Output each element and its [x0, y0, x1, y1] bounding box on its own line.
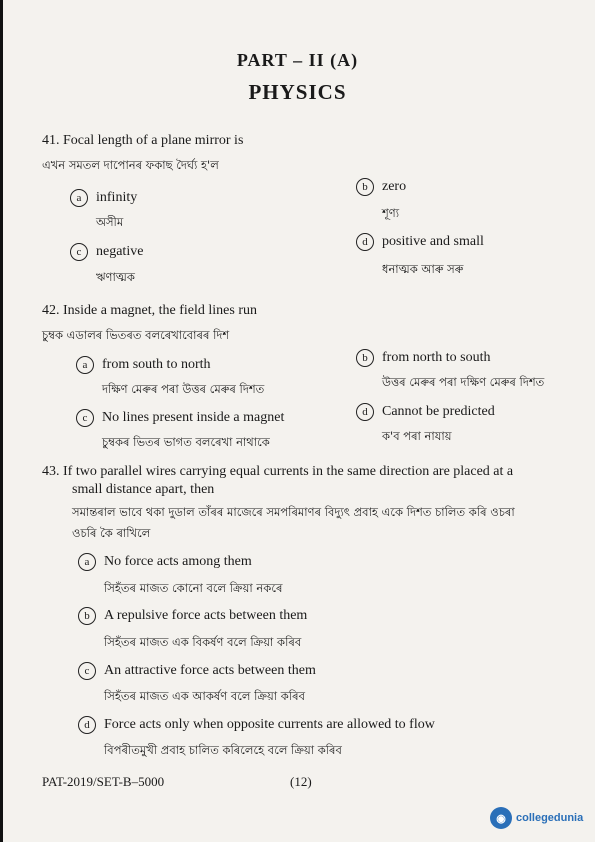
option-text: An attractive force acts between them — [104, 663, 316, 678]
question-42-text: 42. Inside a magnet, the field lines run — [42, 303, 257, 318]
option-text: Force acts only when opposite currents are allowed to flow — [104, 717, 435, 732]
q41-option-a-bn: অসীম — [96, 215, 124, 229]
scan-edge — [0, 0, 3, 842]
option-letter-circle: d — [356, 403, 374, 421]
q42-option-d — [356, 403, 495, 421]
q43-option-a-bn: সিহঁতৰ মাজত কোনো বলে ক্ৰিয়া নকৰে — [104, 581, 283, 595]
option-letter-circle: c — [76, 409, 94, 427]
paper-code: PAT-2019/SET-B–5000 — [42, 774, 165, 789]
option-text: No lines present inside a magnet — [102, 410, 285, 425]
option-text: infinity — [96, 190, 138, 205]
option-text: positive and small — [382, 234, 484, 249]
option-text: zero — [382, 179, 407, 194]
question-42-text-bn: চুম্বক এডালৰ ভিতৰত বলৰেখাবোৰৰ দিশ — [42, 328, 230, 342]
q42-option-c-bn: চুম্বকৰ ভিতৰ ভাগত বলৰেখা নাথাকে — [102, 435, 270, 449]
option-text: negative — [96, 244, 144, 259]
q43-option-d-bn: বিপৰীতমুখী প্ৰবাহ চালিত কৰিলেহে বলে ক্ৰিয়া কৰিব — [104, 743, 342, 757]
q42-option-c — [76, 409, 284, 427]
q41-option-d-bn: ধনাত্মক আৰু সৰু — [382, 262, 464, 276]
subject-heading: PHYSICS — [248, 80, 347, 104]
option-text: from north to south — [382, 350, 491, 365]
option-text: Cannot be predicted — [382, 404, 495, 419]
part-heading: PART – II (A) — [236, 50, 359, 70]
question-43-text-line1: 43. If two parallel wires carrying equal currents in the same direction are placed at a — [42, 464, 514, 479]
question-41-text: 41. Focal length of a plane mirror is — [42, 133, 244, 148]
option-letter-circle: c — [70, 243, 88, 261]
q41-option-c — [70, 243, 143, 261]
q43-option-a — [78, 553, 252, 571]
q41-option-b — [356, 178, 406, 196]
question-43-text-line2: small distance apart, then — [72, 482, 215, 497]
logo-text: collegedunia — [516, 812, 584, 824]
page-number: (12) — [290, 774, 312, 789]
option-text: No force acts among them — [104, 554, 252, 569]
option-letter-circle: a — [78, 553, 96, 571]
q42-option-b-bn: উত্তৰ মেৰুৰ পৰা দক্ষিণ মেৰুৰ দিশত — [382, 375, 545, 389]
q42-option-d-bn: ক'ব পৰা নাযায় — [382, 429, 452, 443]
option-letter-circle: d — [356, 233, 374, 251]
logo-icon: ◉ — [490, 807, 512, 829]
q41-option-b-bn: শূণ্য — [382, 206, 400, 220]
option-letter-circle: b — [78, 607, 96, 625]
q43-option-b — [78, 607, 307, 625]
option-text: A repulsive force acts between them — [104, 608, 308, 623]
collegedunia-logo — [490, 802, 590, 834]
option-letter-circle: a — [70, 189, 88, 207]
q43-option-d — [78, 716, 435, 734]
question-41-text-bn: এখন সমতল দাপোনৰ ফকাছ দৈৰ্ঘ্য হ'ল — [42, 158, 219, 172]
q41-option-c-bn: ঋণাত্মক — [96, 270, 135, 284]
q43-option-c — [78, 662, 316, 680]
option-letter-circle: b — [356, 178, 374, 196]
option-letter-circle: d — [78, 716, 96, 734]
option-letter-circle: a — [76, 356, 94, 374]
q43-option-b-bn: সিহঁতৰ মাজত এক বিকৰ্ষণ বলে ক্ৰিয়া কৰিব — [104, 635, 302, 649]
option-letter-circle: c — [78, 662, 96, 680]
q41-option-a — [70, 189, 137, 207]
option-letter-circle: b — [356, 349, 374, 367]
q43-option-c-bn: সিহঁতৰ মাজত এক আকৰ্ষণ বলে ক্ৰিয়া কৰিব — [104, 689, 305, 703]
option-text: from south to north — [102, 357, 211, 372]
q41-option-d — [356, 233, 484, 251]
q42-option-a — [76, 356, 211, 374]
question-43-text-bn-line1: সমান্তৰাল ভাবে থকা দুডাল তাঁৰৰ মাজেৰে সমপৰিমাণৰ বিদ্যুৎ প্ৰবাহ একে দিশত চালিত কৰি ওচৰা — [72, 505, 515, 519]
q42-option-a-bn: দক্ষিণ মেৰুৰ পৰা উত্তৰ মেৰুৰ দিশত — [102, 382, 265, 396]
q42-option-b — [356, 349, 491, 367]
question-43-text-bn-line2: ওচৰি কৈ ৰাখিলে — [72, 526, 151, 540]
